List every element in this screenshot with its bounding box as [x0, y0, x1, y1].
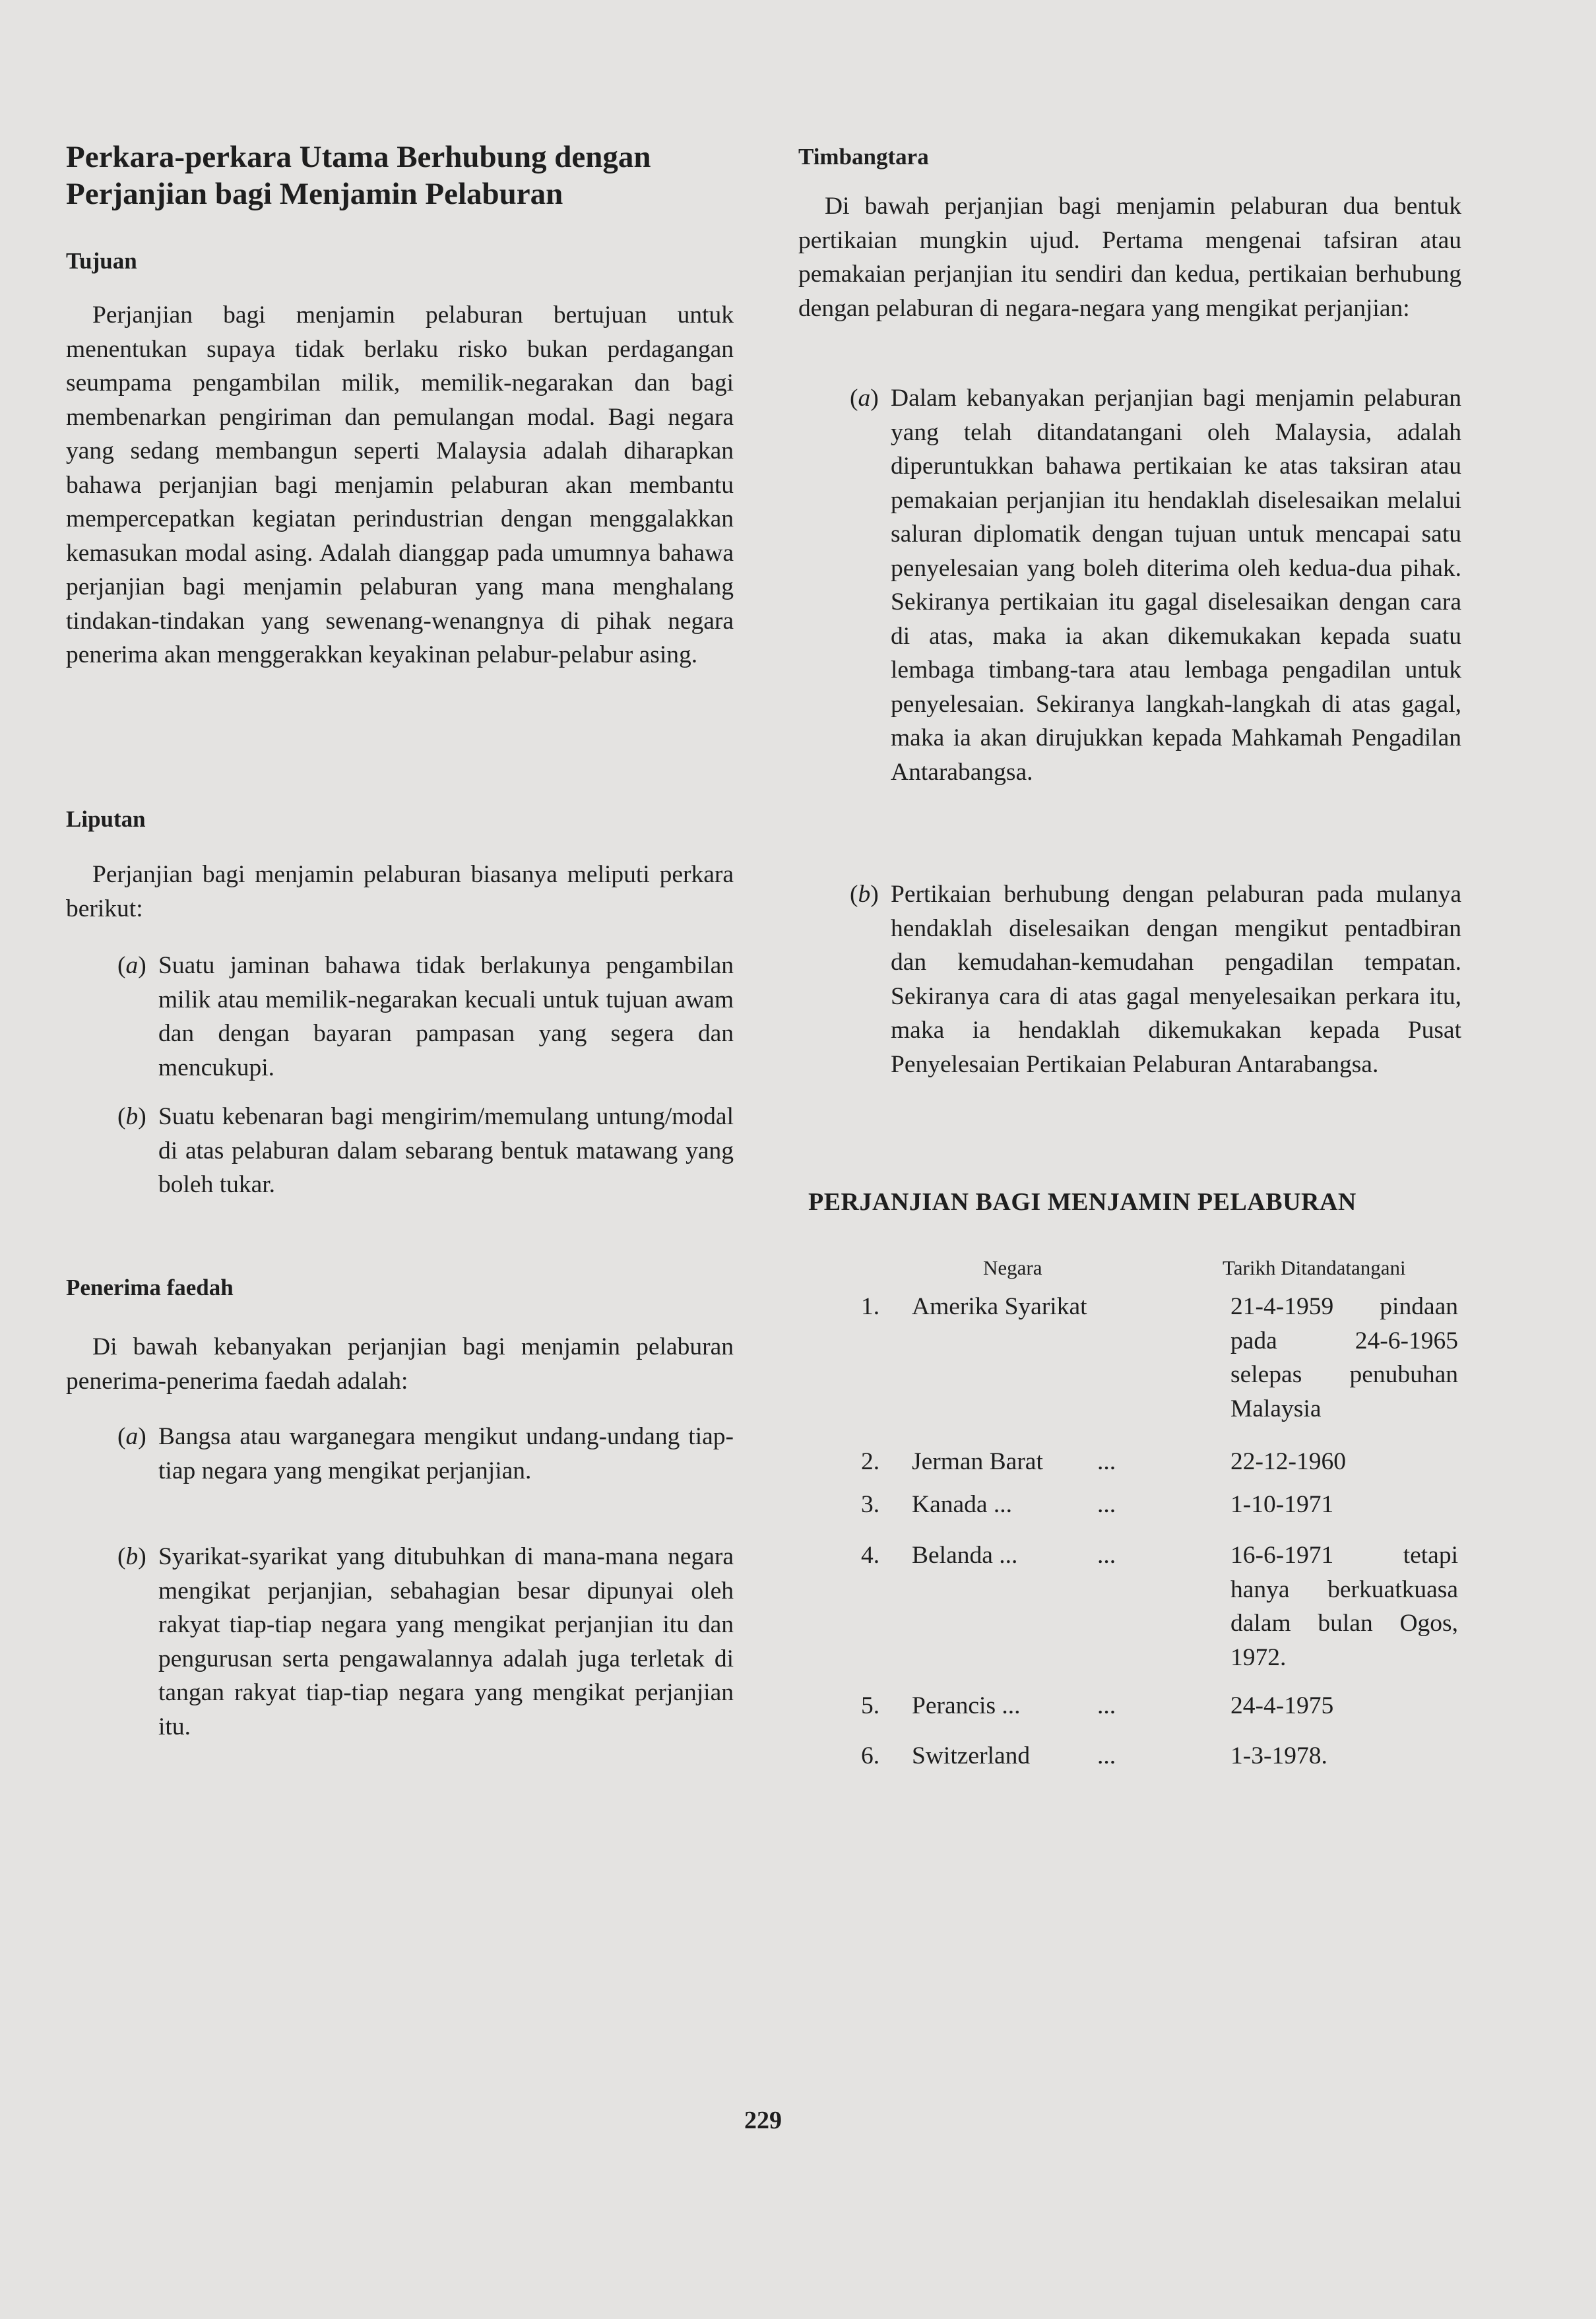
row-country: Perancis ...	[912, 1692, 1021, 1719]
row-date: 21-4-1959 pindaan pada 24-6-1965 selepas penubuhan Malaysia	[1230, 1293, 1458, 1422]
item-text: Pertikaian berhubung dengan pelaburan pada mulanya hendaklah diselesaikan dengan mengikut pentadbiran dan kemudahan-kemudahan pengadilan tempatan. Sekiranya cara di atas gagal menyelesaikan perkara itu, maka ia hendaklah dikemukakan kepada Pusat Penyelesaian Pertikaian Pelaburan Antarabangsa.	[891, 881, 1461, 1078]
row-leader-dots: ...	[1097, 1692, 1116, 1719]
timbangtara-item-a	[850, 381, 1461, 789]
row-leader-dots: ...	[1097, 1742, 1116, 1769]
row-country: Jerman Barat	[912, 1448, 1043, 1475]
row-country: Switzerland	[912, 1742, 1031, 1769]
row-country: Amerika Syarikat	[912, 1293, 1087, 1320]
row-number: 1.	[861, 1293, 880, 1320]
paragraph-liputan: Perjanjian bagi menjamin pelaburan biasanya meliputi perkara berikut:	[66, 861, 734, 922]
penerima-faedah-item-a	[117, 1420, 734, 1488]
row-number: 3.	[861, 1491, 880, 1518]
item-marker: (b)	[850, 881, 879, 908]
item-text: Bangsa atau warganegara mengikut undang-undang tiap-tiap negara yang mengikat perjanjian.	[158, 1423, 734, 1484]
item-text: Syarikat-syarikat yang ditubuhkan di mana-mana negara mengikat perjanjian, sebahagian besar dipunyai oleh rakyat tiap-tiap negara yang mengikat perjanjian itu dan pengurusan serta pengawalannya adalah juga terletak di tangan rakyat tiap-tiap negara yang mengikat perjanjian itu.	[158, 1543, 734, 1740]
liputan-item-a	[117, 949, 734, 1085]
row-number: 5.	[861, 1692, 880, 1719]
row-leader-dots: ...	[1097, 1542, 1116, 1569]
row-number: 4.	[861, 1542, 880, 1569]
item-marker: (a)	[850, 385, 879, 412]
row-number: 2.	[861, 1448, 880, 1475]
column-header-country: Negara	[983, 1256, 1042, 1279]
penerima-faedah-item-b	[117, 1540, 734, 1744]
paragraph-penerima-faedah: Di bawah kebanyakan perjanjian bagi menjamin pelaburan penerima-penerima faedah adalah:	[66, 1333, 734, 1395]
heading-penerima-faedah: Penerima faedah	[66, 1275, 234, 1300]
item-text: Dalam kebanyakan perjanjian bagi menjamin pelaburan yang telah ditandatangani oleh Malaysia, adalah diperuntukkan bahawa pertikaian ke atas taksiran atau pemakaian perjanjian itu hendaklah diselesaikan melalui saluran diplomatik dengan tujuan untuk mencapai satu penyelesaian yang boleh diterima oleh kedua-dua pihak. Sekiranya pertikaian itu gagal diselesaikan dengan cara di atas, maka ia akan dikemukakan kepada suatu lembaga timbang-tara atau lembaga pengadilan untuk penyelesaian. Sekiranya langkah-langkah di atas gagal, maka ia akan dirujukkan kepada Mahkamah Pengadilan Antarabangsa.	[891, 385, 1461, 786]
item-marker: (a)	[117, 952, 146, 979]
column-header-date: Tarikh Ditandatangani	[1223, 1256, 1406, 1279]
item-marker: (b)	[117, 1103, 146, 1130]
heading-liputan: Liputan	[66, 806, 146, 832]
row-country: Kanada ...	[912, 1491, 1013, 1518]
item-text: Suatu jaminan bahawa tidak berlakunya pengambilan milik atau memilik-negarakan kecuali untuk tujuan awam dan dengan bayaran pampasan yang segera dan mencukupi.	[158, 952, 734, 1081]
row-date: 1-3-1978.	[1230, 1742, 1327, 1769]
liputan-item-b	[117, 1100, 734, 1202]
row-date: 24-4-1975	[1230, 1692, 1334, 1719]
timbangtara-item-b	[850, 877, 1461, 1081]
item-marker: (b)	[117, 1543, 146, 1570]
page-number: 229	[744, 2107, 782, 2134]
row-country: Belanda ...	[912, 1542, 1018, 1569]
heading-timbangtara: Timbangtara	[798, 144, 929, 170]
item-marker: (a)	[117, 1423, 146, 1450]
treaty-table-title: PERJANJIAN BAGI MENJAMIN PELABURAN	[808, 1188, 1357, 1216]
row-number: 6.	[861, 1742, 880, 1769]
paragraph-timbangtara: Di bawah perjanjian bagi menjamin pelaburan dua bentuk pertikaian mungkin ujud. Pertama mengenai tafsiran atau pemakaian perjanjian itu sendiri dan kedua, pertikaian berhubung dengan pelaburan di negara-negara yang mengikat perjanjian:	[798, 193, 1461, 322]
paragraph-tujuan: Perjanjian bagi menjamin pelaburan bertujuan untuk menentukan supaya tidak berlaku risko bukan perdagangan seumpama pengambilan milik, memilik-negarakan dan bagi membenarkan pengiriman dan pemulangan modal. Bagi negara yang sedang membangun seperti Malaysia adalah diharapkan bahawa perjanjian bagi menjamin pelaburan akan membantu mempercepatkan kegiatan perindustrian dengan menggalakkan kemasukan modal asing. Adalah dianggap pada umumnya bahawa perjanjian bagi menjamin pelaburan yang mana menghalang tindakan-tindakan yang sewenang-wenangnya di pihak negara penerima akan menggerakkan keyakinan pelabur-pelabur asing.	[66, 302, 734, 668]
row-date: 22-12-1960	[1230, 1448, 1346, 1475]
heading-tujuan: Tujuan	[66, 248, 137, 274]
row-leader-dots: ...	[1097, 1491, 1116, 1518]
row-date: 1-10-1971	[1230, 1491, 1334, 1518]
item-text: Suatu kebenaran bagi mengirim/memulang untung/modal di atas pelaburan dalam sebarang bentuk matawang yang boleh tukar.	[158, 1103, 734, 1198]
row-date: 16-6-1971 tetapi hanya berkuatkuasa dalam bulan Ogos, 1972.	[1230, 1542, 1458, 1671]
document-title: Perkara-perkara Utama Berhubung dengan Perjanjian bagi Menjamin Pelaburan	[66, 140, 651, 211]
row-leader-dots: ...	[1097, 1448, 1116, 1475]
